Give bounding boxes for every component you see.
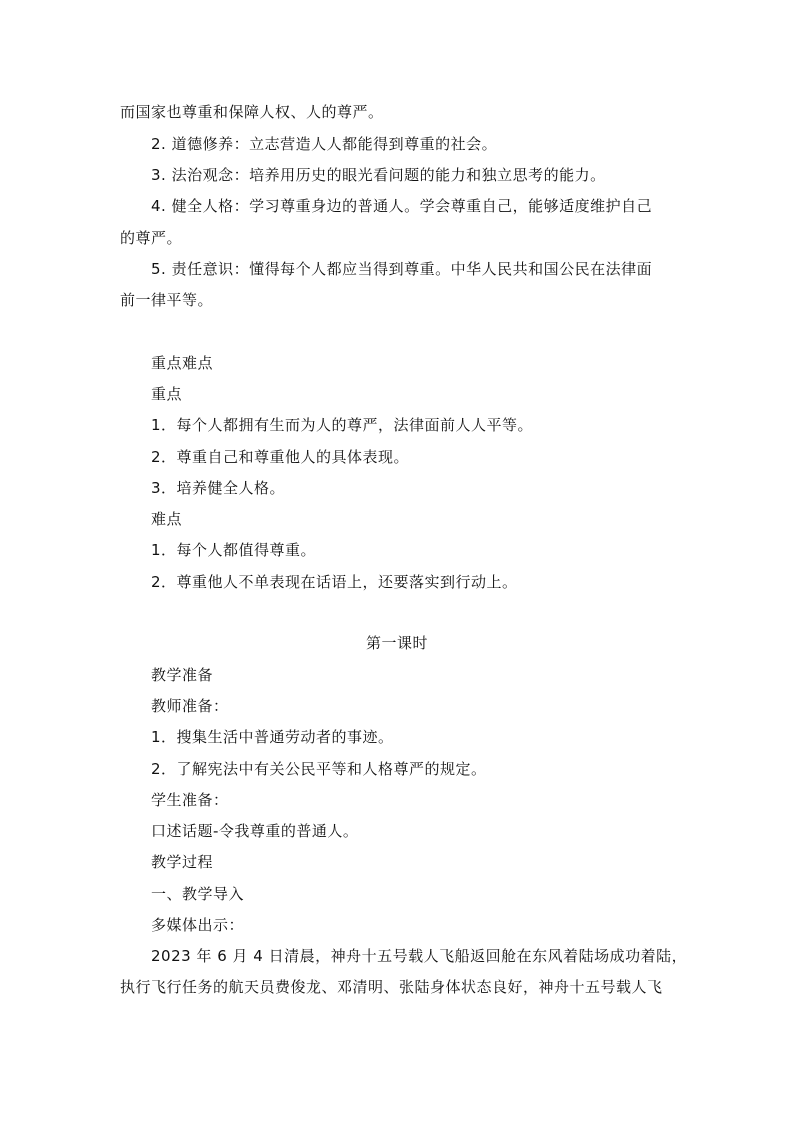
goal-responsibility: 5. 责任意识：懂得每个人都应当得到尊重。中华人民共和国公民在法律面 [151,260,653,278]
list-item: 1．搜集生活中普通劳动者的事迹。 [151,728,394,746]
goal-moral-cultivation: 2. 道德修养：立志营造人人都能得到尊重的社会。 [151,135,498,153]
section-heading: 教学准备 [151,666,214,684]
list-item: 1．每个人都拥有生而为人的尊严，法律面前人人平等。 [151,416,534,434]
lesson-title: 第一课时 [365,634,428,652]
list-item: 2．尊重他人不单表现在话语上，还要落实到行动上。 [151,573,518,591]
subheading: 一、教学导入 [151,885,245,903]
list-item: 1．每个人都值得尊重。 [151,541,317,559]
text-line: 的尊严。 [120,229,183,247]
subheading: 教师准备： [151,697,229,715]
text-line: 而国家也尊重和保障人权、人的尊严。 [120,103,384,121]
goal-rule-of-law: 3. 法治观念：培养用历史的眼光看问题的能力和独立思考的能力。 [151,166,606,184]
list-item: 3．培养健全人格。 [151,479,286,497]
text-line: 前一律平等。 [120,291,214,309]
text-line: 口述话题-令我尊重的普通人。 [151,822,359,840]
paragraph-line: 2023 年 6 月 4 日清晨，神舟十五号载人飞船返回舱在东风着陆场成功着陆， [151,947,688,965]
list-item: 2．了解宪法中有关公民平等和人格尊严的规定。 [151,760,487,778]
section-heading: 教学过程 [151,853,214,871]
text-line: 多媒体出示： [151,916,245,934]
paragraph-line: 执行飞行任务的航天员费俊龙、邓清明、张陆身体状态良好，神舟十五号载人飞 [120,978,663,996]
subheading: 学生准备： [151,791,229,809]
section-heading: 重点难点 [151,354,214,372]
goal-healthy-personality: 4. 健全人格：学习尊重身边的普通人。学会尊重自己，能够适度维护自己 [151,197,653,215]
subheading: 难点 [151,510,183,528]
subheading: 重点 [151,385,183,403]
list-item: 2．尊重自己和尊重他人的具体表现。 [151,448,410,466]
